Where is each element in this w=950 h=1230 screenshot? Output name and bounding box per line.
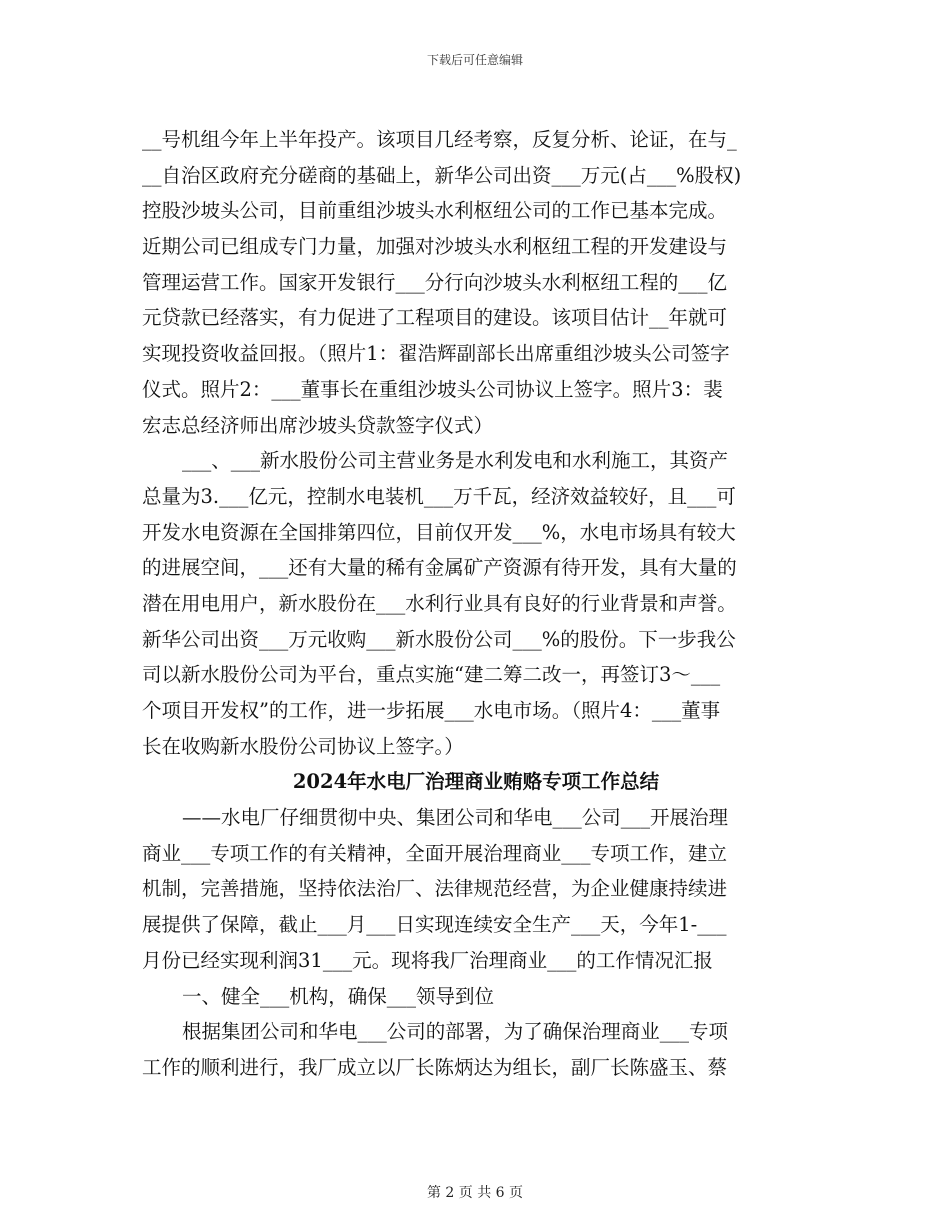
body-line-24: 月份已经实现利润31___元。现将我厂治理商业___的工作情况汇报 [142,948,713,972]
body-line-13: 的进展空间，___还有大量的稀有金属矿产资源有待开发，具有大量的 [142,556,737,580]
body-line-23: 展提供了保障，截止___月___日实现连续安全生产___天，今年1-___ [142,913,727,937]
body-line-21: 商业___专项工作的有关精神，全面开展治理商业___专项工作，建立 [142,841,728,865]
body-line-8: 仪式。照片2：___董事长在重组沙坡头公司协议上签字。照片3：裴 [142,377,723,401]
body-line-10: ___、___新水股份公司主营业务是水利发电和水利施工，其资产 [182,449,729,473]
body-line-6: 元贷款已经落实，有力促进了工程项目的建设。该项目估计__年就可 [142,306,728,330]
page-number-footer: 第 2 页 共 6 页 [426,1185,524,1201]
document-body [142,122,810,1086]
body-line-5: 管理运营工作。国家开发银行___分行向沙坡头水利枢纽工程的___亿 [142,270,728,294]
body-line-20: ——水电厂仔细贯彻中央、集团公司和华电___公司___开展治理 [182,806,729,830]
section-title: 2024年水电厂治理商业贿赂专项工作总结 [292,770,660,794]
body-line-2: __自治区政府充分磋商的基础上，新华公司出资___万元(占___%股权) [142,163,742,187]
body-line-16: 司以新水股份公司为平台，重点实施“建二筹二改一，再签订3～___ [142,663,721,687]
body-line-4: 近期公司已组成专门力量，加强对沙坡头水利枢纽工程的开发建设与 [142,235,728,259]
body-line-11: 总量为3.___亿元，控制水电装机___万千瓦，经济效益较好，且___可 [142,484,736,508]
page-header: 下载后可任意编辑 [426,53,523,67]
body-line-22: 机制，完善措施，坚持依法治厂、法律规范经营，为企业健康持续进 [142,877,728,901]
body-line-9: 宏志总经济师出席沙坡头贷款签字仪式） [142,413,494,437]
body-line-7: 实现投资收益回报。（照片1：翟浩辉副部长出席重组沙坡头公司签字 [142,342,730,366]
subsection-heading: 一、健全___机构，确保___领导到位 [182,984,495,1008]
body-line-18: 长在收购新水股份公司协议上签字。） [142,734,464,758]
body-line-15: 新华公司出资___万元收购___新水股份公司___%的股份。下一步我公 [142,627,736,651]
body-line-12: 开发水电资源在全国排第四位，目前仅开发___%，水电市场具有较大 [142,520,736,544]
body-line-17: 个项目开发权”的工作，进一步拓展___水电市场。（照片4：___董事 [142,699,721,722]
body-line-14: 潜在用电用户，新水股份在___水利行业具有良好的行业背景和声誉。 [142,591,737,615]
body-line-1: __号机组今年上半年投产。该项目几经考察，反复分析、论证，在与_ [142,128,737,151]
body-line-3: 控股沙坡头公司，目前重组沙坡头水利枢纽公司的工作已基本完成。 [142,199,728,223]
body-line-26: 根据集团公司和华电___公司的部署，为了确保治理商业___专项 [182,1020,729,1044]
body-line-27: 工作的顺利进行，我厂成立以厂长陈炳达为组长，副厂长陈盛玉、蔡 [142,1055,728,1079]
